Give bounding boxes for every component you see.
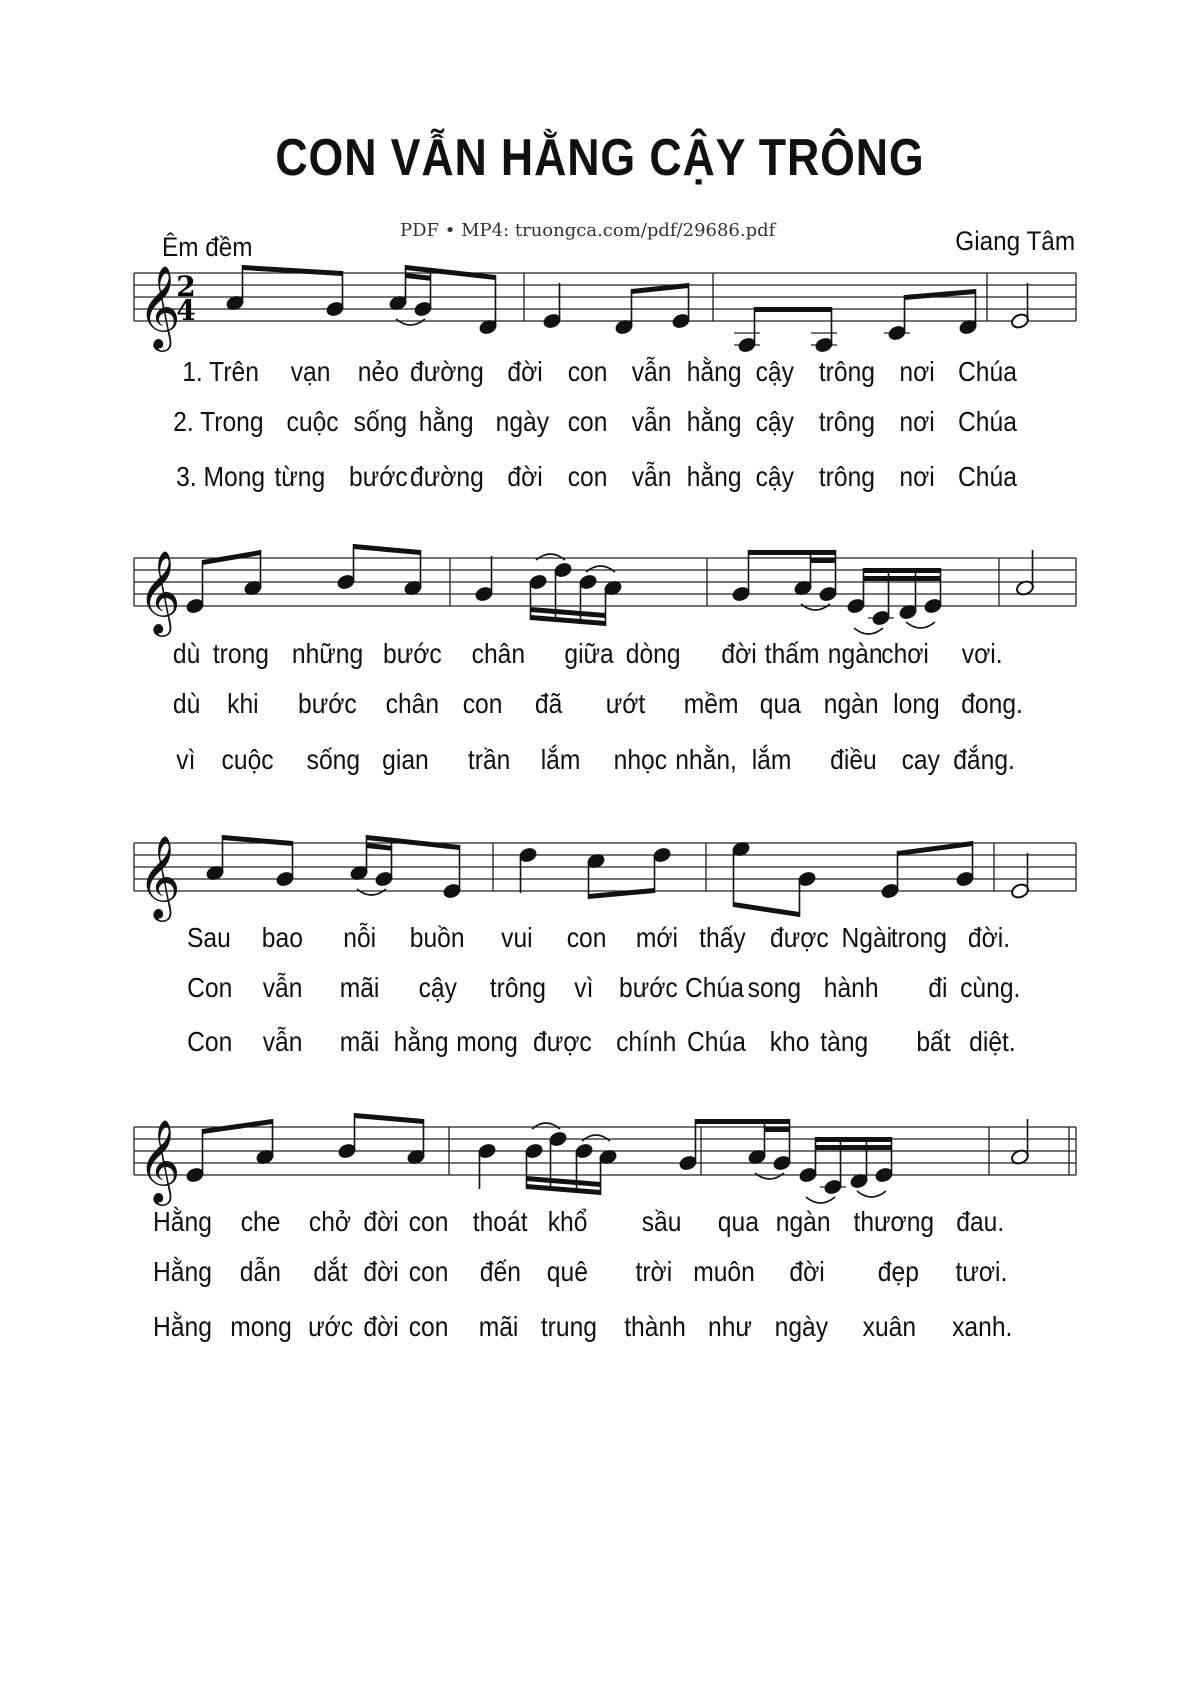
lyric-syllable: vì	[176, 744, 196, 775]
secondary-beam	[889, 576, 916, 581]
secondary-beam	[406, 273, 431, 281]
secondary-beam	[556, 609, 581, 616]
slur	[755, 1173, 784, 1179]
beam	[589, 888, 655, 899]
lyric-syllable: giữa	[564, 638, 614, 669]
lyric-syllable: 3. Mong	[175, 461, 265, 492]
beam	[243, 265, 343, 276]
lyric-syllable: 2. Trong	[172, 406, 264, 437]
lyric-syllable: thấy	[698, 922, 746, 953]
lyric-syllable: muôn	[693, 1256, 755, 1287]
lyric-syllable: mãi	[478, 1311, 518, 1342]
lyric-syllable: đắng.	[953, 744, 1015, 775]
lyric-syllable: Sau	[186, 922, 231, 953]
lyric-syllable: mãi	[339, 1026, 379, 1057]
lyric-syllable: chân	[471, 638, 525, 669]
lyric-syllable: long	[892, 688, 940, 719]
secondary-beam	[867, 1145, 892, 1150]
lyric-syllable: diệt.	[968, 1026, 1016, 1057]
slur	[906, 622, 935, 628]
lyric-syllable: Hằng	[152, 1206, 212, 1237]
lyric-syllable: đẹp	[877, 1256, 919, 1287]
lyric-syllable: ngàn	[775, 1206, 831, 1237]
slur	[806, 1197, 835, 1203]
time-signature-bottom: 4	[176, 294, 196, 327]
lyric-syllable: đường	[410, 356, 484, 387]
lyric-syllable: vạn	[290, 356, 330, 387]
lyric-syllable: được	[769, 922, 829, 953]
lyric-syllable: Ngài	[841, 922, 893, 953]
note	[811, 333, 837, 354]
lyric-syllable: chính	[615, 1026, 676, 1057]
lyric-syllable: như	[707, 1311, 752, 1342]
lyric-syllable: hằng	[686, 356, 742, 387]
lyric-syllable: Con	[186, 972, 232, 1003]
secondary-beam	[367, 843, 392, 851]
lyric-syllable: bước	[382, 638, 442, 669]
lyric-syllable: Chúa	[684, 972, 744, 1003]
lyric-syllable: vẫn	[262, 1026, 302, 1057]
secondary-beam	[577, 1180, 601, 1187]
lyric-syllable: bất	[915, 1026, 951, 1057]
lyric-syllable: dẫn	[239, 1256, 281, 1287]
lyric-syllable: đau.	[955, 1206, 1004, 1237]
lyric-syllable: cậy	[755, 406, 794, 437]
secondary-beam	[816, 1145, 841, 1150]
lyric-syllable: ngàn	[823, 688, 879, 719]
lyric-syllable: xuân	[862, 1311, 916, 1342]
lyric-syllable: vẫn	[631, 406, 671, 437]
lyric-syllable: qua	[717, 1206, 759, 1237]
tempo-marking: Êm đềm	[162, 232, 253, 262]
staff-system	[134, 834, 1076, 922]
lyric-syllable: trong	[890, 922, 947, 953]
slur	[582, 1135, 610, 1141]
lyric-syllable: vẫn	[262, 972, 302, 1003]
note	[734, 333, 760, 354]
lyric-syllable: lắm	[540, 744, 580, 775]
lyric-syllable: bước	[618, 972, 678, 1003]
lyric-syllable: đời	[363, 1256, 399, 1287]
lyric-syllable: đã	[534, 688, 562, 719]
lyric-syllable: dù	[172, 638, 200, 669]
lyric-syllable: đời	[507, 461, 543, 492]
lyric-syllable: hằng	[418, 406, 474, 437]
secondary-beam	[765, 1127, 790, 1132]
lyric-syllable: cay	[901, 744, 940, 775]
secondary-beam	[864, 576, 889, 581]
lyric-syllable: 1. Trên	[181, 356, 259, 387]
lyric-syllable: đi	[928, 972, 948, 1003]
lyric-syllable: ngàn	[827, 638, 883, 669]
lyric-syllable: chơi	[881, 638, 929, 669]
lyric-syllable: ngày	[495, 406, 549, 437]
lyric-syllable: song	[747, 972, 801, 1003]
lyric-syllable: cuộc	[221, 744, 274, 775]
lyric-syllable: thương	[853, 1206, 935, 1237]
source-link-text: PDF • MP4: truongca.com/pdf/29686.pdf	[400, 220, 776, 241]
lyric-syllable: nơi	[899, 356, 935, 387]
beam	[223, 835, 293, 846]
lyric-syllable: ướt	[605, 688, 645, 719]
secondary-beam	[551, 1178, 577, 1185]
lyric-syllable: cùng.	[959, 972, 1020, 1003]
lyric-syllable: cậy	[418, 972, 457, 1003]
lyric-syllable: từng	[274, 461, 326, 492]
lyric-syllable: che	[240, 1206, 280, 1237]
lyric-syllable: Hằng	[152, 1256, 212, 1287]
lyric-syllable: dòng	[625, 638, 681, 669]
beam	[749, 550, 836, 555]
lyric-syllable: bước	[297, 688, 357, 719]
lyric-syllable: con	[567, 356, 607, 387]
lyric-syllable: con	[408, 1256, 448, 1287]
lyric-syllable: Chúa	[957, 461, 1017, 492]
treble-clef-icon: 𝄞	[138, 549, 181, 633]
song-title: CON VẪN HẰNG CẬY TRÔNG	[275, 129, 925, 187]
lyric-syllable: kho	[769, 1026, 809, 1057]
lyric-syllable: xanh.	[951, 1311, 1012, 1342]
lyric-syllable: mới	[635, 922, 679, 953]
lyric-syllable: con	[462, 688, 502, 719]
lyric-syllable: vơi.	[961, 638, 1003, 669]
lyric-syllable: con	[567, 406, 607, 437]
lyric-syllable: nhằn,	[675, 744, 737, 775]
lyric-syllable: trông	[489, 972, 546, 1003]
lyric-syllable: tươi.	[955, 1256, 1007, 1287]
secondary-beam	[531, 607, 556, 614]
lyric-syllable: hằng	[686, 406, 742, 437]
lyric-syllable: ngày	[774, 1311, 828, 1342]
lyric-syllable: chân	[385, 688, 439, 719]
beam	[355, 1113, 424, 1124]
lyric-syllable: khi	[227, 688, 259, 719]
lyric-syllable: thành	[624, 1311, 686, 1342]
lyric-syllable: lắm	[751, 744, 791, 775]
secondary-beam	[841, 1145, 867, 1150]
lyric-syllable: tàng	[819, 1026, 868, 1057]
beam	[905, 289, 976, 300]
lyric-syllable: Chúa	[957, 356, 1017, 387]
slur	[396, 319, 425, 325]
lyric-syllable: sống	[306, 744, 360, 775]
lyric-syllable: đời.	[967, 922, 1011, 953]
lyric-syllable: hằng	[686, 461, 742, 492]
lyric-syllable: cậy	[755, 461, 794, 492]
lyric-syllable: trần	[467, 744, 511, 775]
treble-clef-icon: 𝄞	[138, 834, 181, 918]
staff-system	[134, 1113, 1076, 1206]
lyric-syllable: bao	[261, 922, 303, 953]
lyric-syllable: con	[566, 922, 606, 953]
lyric-syllable: vui	[501, 922, 533, 953]
slur	[536, 554, 565, 560]
lyric-syllable: con	[408, 1311, 448, 1342]
composer-name: Giang Tâm	[955, 226, 1075, 256]
lyric-syllable: vẫn	[631, 461, 671, 492]
lyric-syllable: đời	[507, 356, 543, 387]
slur	[586, 566, 615, 572]
lyric-syllable: trung	[540, 1311, 597, 1342]
lyric-syllable: hành	[823, 972, 879, 1003]
lyric-syllable: đời	[363, 1206, 399, 1237]
lyric-syllable: ước	[307, 1311, 353, 1342]
secondary-beam	[527, 1176, 551, 1183]
beam	[816, 1137, 892, 1142]
lyric-syllable: đường	[410, 461, 484, 492]
lyric-syllable: điều	[829, 744, 877, 775]
lyric-syllable: trông	[818, 461, 875, 492]
lyric-syllable: nơi	[899, 406, 935, 437]
lyric-syllable: thấm	[764, 638, 820, 669]
lyric-syllable: mong	[230, 1311, 292, 1342]
secondary-beam	[916, 576, 941, 581]
lyric-syllable: nẻo	[357, 356, 399, 387]
lyric-syllable: quê	[546, 1256, 588, 1287]
beam	[354, 544, 421, 555]
beam	[864, 568, 941, 573]
lyric-syllable: Con	[186, 1026, 232, 1057]
lyric-syllable: khổ	[547, 1206, 587, 1237]
lyric-syllable: Chúa	[957, 406, 1017, 437]
note	[820, 1178, 846, 1195]
lyric-syllable: vì	[574, 972, 594, 1003]
lyric-syllable: thoát	[472, 1206, 528, 1237]
lyric-syllable: dù	[172, 688, 200, 719]
note	[868, 609, 894, 626]
lyric-syllable: đời	[721, 638, 757, 669]
lyric-syllable: đời	[363, 1311, 399, 1342]
lyric-syllable: đến	[479, 1256, 521, 1287]
secondary-beam	[581, 611, 606, 618]
lyric-syllable: vẫn	[631, 356, 671, 387]
lyric-syllable: mềm	[683, 688, 739, 719]
lyric-syllable: trời	[635, 1256, 673, 1287]
lyric-syllable: con	[408, 1206, 448, 1237]
secondary-beam	[811, 558, 836, 563]
note	[884, 324, 910, 341]
lyric-syllable: mãi	[339, 972, 379, 1003]
beam	[696, 1119, 790, 1124]
lyric-syllable: trong	[212, 638, 269, 669]
lyric-syllable: trông	[818, 356, 875, 387]
lyric-syllable: buồn	[409, 922, 465, 953]
lyric-syllable: con	[567, 461, 607, 492]
lyric-syllable: qua	[759, 688, 801, 719]
slur	[857, 1191, 886, 1197]
beam	[734, 902, 800, 917]
lyric-syllable: gian	[381, 744, 429, 775]
lyric-syllable: được	[532, 1026, 592, 1057]
beam	[755, 307, 832, 312]
time-signature-top: 2	[176, 270, 196, 303]
treble-clef-icon: 𝄞	[138, 264, 181, 348]
lyric-syllable: hằng	[393, 1026, 449, 1057]
lyric-syllable: cuộc	[286, 406, 339, 437]
lyric-syllable: Chúa	[686, 1026, 746, 1057]
lyric-syllable: đong.	[961, 688, 1023, 719]
lyric-syllable: sầu	[641, 1206, 681, 1237]
lyric-syllable: những	[291, 638, 363, 669]
slur	[801, 604, 830, 610]
slur	[357, 889, 386, 895]
lyric-syllable: dắt	[312, 1256, 348, 1287]
lyric-syllable: bước	[348, 461, 408, 492]
lyric-syllable: cậy	[755, 356, 794, 387]
lyric-syllable: mong	[456, 1026, 518, 1057]
lyric-syllable: Hằng	[152, 1311, 212, 1342]
lyric-syllable: nhọc	[613, 744, 667, 775]
slur	[854, 628, 883, 634]
lyric-syllable: nơi	[899, 461, 935, 492]
slur	[532, 1123, 560, 1129]
staff-system	[134, 544, 1076, 637]
lyric-syllable: nỗi	[342, 922, 376, 953]
treble-clef-icon: 𝄞	[138, 1118, 181, 1202]
lyric-syllable: chở	[308, 1206, 352, 1237]
lyric-syllable: đời	[789, 1256, 825, 1287]
lyric-syllable: trông	[818, 406, 875, 437]
staff-system	[134, 264, 1076, 354]
lyric-syllable: sống	[353, 406, 407, 437]
